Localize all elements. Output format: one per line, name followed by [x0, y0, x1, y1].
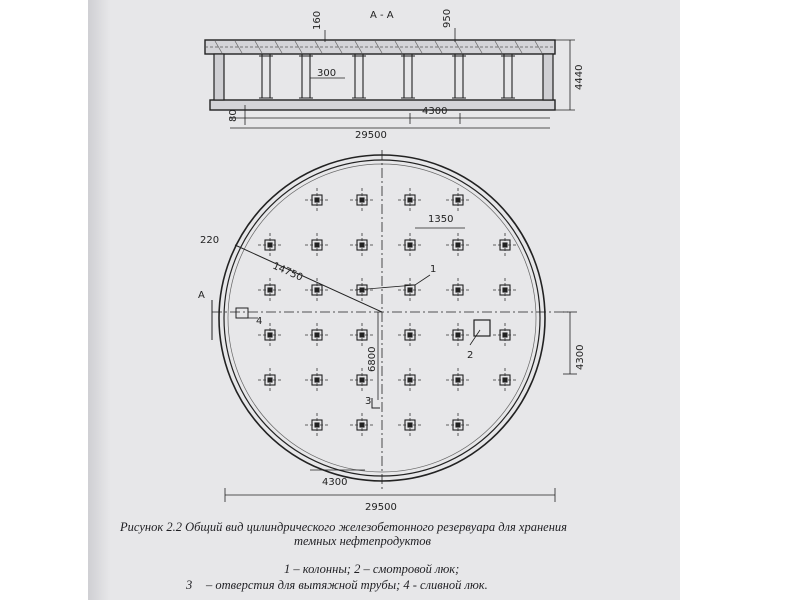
column-symbol [446, 188, 470, 212]
drawing-labels [198, 9, 586, 513]
dim-1350: 1350 [428, 214, 454, 225]
column-symbol [493, 278, 517, 302]
column-symbol [446, 323, 470, 347]
column-symbol [398, 413, 422, 437]
column-symbol [398, 323, 422, 347]
caption-title: Рисунок 2.2 Общий вид цилиндрического железобетонного резервуара для хранения [120, 520, 567, 534]
caption-legend-num-3: 3 [186, 578, 193, 592]
dim-220: 220 [200, 235, 220, 246]
column-symbol [398, 188, 422, 212]
dim-950: 950 [442, 8, 453, 28]
dim-4440: 4440 [574, 64, 585, 90]
dim-4300-right: 4300 [575, 344, 586, 370]
column-symbol [398, 368, 422, 392]
column-symbol [258, 368, 282, 392]
marker-1: 1 [430, 264, 437, 275]
dim-4300-top: 4300 [422, 106, 448, 117]
column-symbol [305, 323, 329, 347]
caption-subtitle: темных нефтепродуктов [294, 534, 431, 548]
column-symbol [446, 413, 470, 437]
column-symbol [350, 323, 374, 347]
column-symbol [493, 233, 517, 257]
dim-80: 80 [228, 109, 239, 122]
marker-3: 3 [365, 396, 372, 407]
column-grid [258, 188, 517, 437]
column-symbol [350, 278, 374, 302]
column-symbol [398, 278, 422, 302]
caption-legend-text-3-4: – отверстия для вытяжной трубы; 4 - сливной люк. [206, 578, 488, 592]
column-symbol [446, 233, 470, 257]
dim-300: 300 [317, 68, 337, 79]
section-label: А - А [370, 10, 394, 21]
dim-29500-bottom: 29500 [365, 502, 397, 513]
column-symbol [350, 413, 374, 437]
column-symbol [350, 233, 374, 257]
column-symbol [446, 368, 470, 392]
dim-29500-top: 29500 [355, 130, 387, 141]
column-symbol [305, 368, 329, 392]
dim-4300-bottom: 4300 [322, 477, 348, 488]
column-symbol [398, 233, 422, 257]
column-symbol [305, 278, 329, 302]
column-symbol [305, 233, 329, 257]
marker-4: 4 [256, 316, 263, 327]
column-symbol [493, 323, 517, 347]
caption-legend-1-2: 1 – колонны; 2 – смотровой люк; [284, 562, 460, 576]
dim-6800: 6800 [367, 346, 378, 372]
marker-a: А [198, 290, 205, 301]
marker-2: 2 [467, 350, 474, 361]
column-symbol [305, 413, 329, 437]
column-symbol [493, 368, 517, 392]
column-symbol [446, 278, 470, 302]
section-view [205, 28, 575, 128]
column-symbol [305, 188, 329, 212]
column-symbol [258, 278, 282, 302]
plan-view [212, 150, 577, 502]
caption-legend-3-4 [186, 578, 488, 592]
column-symbol [258, 233, 282, 257]
dim-14750: 14750 [270, 260, 305, 284]
dim-160: 160 [312, 10, 323, 30]
column-symbol [350, 188, 374, 212]
